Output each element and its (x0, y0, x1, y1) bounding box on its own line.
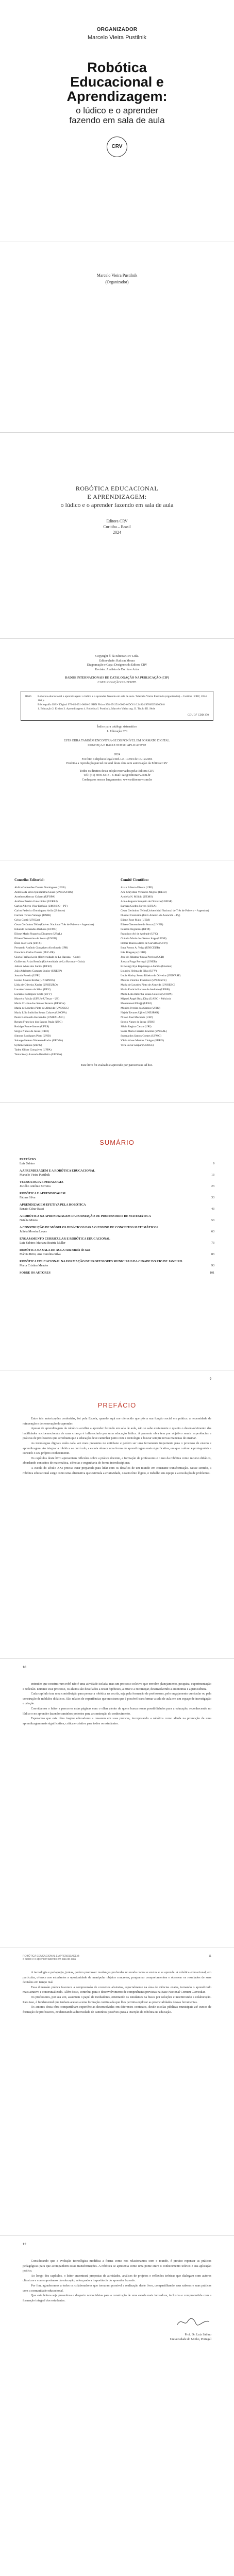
council-member: Rodrigo Pratte-Santos (UFES) (14, 1025, 49, 1028)
copyright-page (0, 639, 234, 860)
cip-row (25, 707, 209, 711)
running-title (23, 1955, 79, 1961)
toc-item[interactable] (20, 1260, 214, 1268)
running-header (23, 1955, 211, 1961)
paragraph: entender que construir um robô não é uma atividade isolada, mas um processo coletivo que envolve planejamento, pesquisa, experimentação e reflexão. Durante esse processo, os alunos são desafiados a testar hipóteses, a errar e a recomeçar, desenvolvendo a autonomia e a persistência. (23, 1682, 211, 1691)
toc-page-number: 43 (211, 1208, 214, 1211)
cip-code (25, 707, 38, 711)
council-member: Élsio José Corá (UFFS) (14, 942, 42, 945)
toc-page-number: 9 (213, 1162, 214, 1165)
notice-line: CONHEÇA E BAIXE NOSSO APLICATIVO! (88, 743, 146, 747)
signature-name: Prof. Dr. Luiz Sabino (185, 2333, 211, 2337)
copyright-line: Editor-chefe: Railson Moura (99, 659, 135, 663)
publisher-logo (107, 137, 127, 157)
titlepage-title-line: E APRENDIZAGEM: (87, 493, 147, 500)
toc-item[interactable] (20, 1248, 214, 1257)
council-member: Sérgio Nunes de Jesus (IFRO) (14, 1030, 49, 1033)
text-body (0, 1659, 234, 1726)
editorial-council-page (0, 860, 234, 1103)
toc-item[interactable] (20, 1169, 214, 1177)
council-member: Josania Portela (UFPI) (14, 974, 41, 977)
committee-member: Cesar Gerónimo Tello (Universidad Nacional de Três de Febrero – Argentina) (121, 909, 209, 912)
paragraph: Esperamos que esta obra inspire educadores a ousarem em suas práticas, incorporando a robótica como aliada na promoção de uma aprendizagem mais significativa, crítica e criativa para todos os estudantes. (23, 1717, 211, 1725)
toc-item[interactable] (20, 1271, 214, 1275)
toc-page-number: 93 (211, 1264, 214, 1267)
toc-page-number: 53 (211, 1219, 214, 1222)
committee-member: José de Ribamar Sousa Pereira (UCB) (121, 956, 164, 959)
council-member: Jailson Alves dos Santos (UFRJ) (14, 965, 52, 968)
toc-page-number: 13 (211, 1174, 214, 1177)
council-member: Celso Conti (UFSCar) (14, 919, 40, 922)
committee-member: Maria de Lourdes Pinto de Almeida (UNOESC) (121, 984, 175, 987)
council-member: Tania Suely Azevedo Brasileiro (UFOPA) (14, 1053, 62, 1056)
committee-list (121, 886, 220, 1048)
publisher-logo-text: CRV (111, 144, 123, 149)
toc-entry (20, 1226, 205, 1234)
paragraph: Os autores desta obra compartilham experiências desenvolvidas em diferentes contextos, desde escolas públicas municipais até cursos de formação de professores, evidenciando a diversidade de caminhos possíveis para a inserção da robótica na educação. (23, 2005, 211, 2014)
committee-member: Jussara Fraga Portugal (UNEB) (121, 960, 157, 963)
toc-title: ENGAJAMENTO CURRICULAR E ROBÓTICA EDUCACIONAL (20, 1238, 110, 1241)
book-title-line: Aprendizagem: (66, 89, 168, 104)
council-member: Anselmo Alencar Colares (UFOPA) (14, 895, 56, 899)
titlepage-title (0, 433, 234, 501)
committee-member: Vera Lucia Gaspar (UDESC) (121, 1044, 154, 1047)
publisher-line: Editora CRV (106, 519, 128, 523)
toc-entry (20, 1260, 205, 1268)
toc-author: Marcelo Vieira Pustilnik (20, 1174, 50, 1177)
toc-title: SOBRE OS AUTORES (20, 1272, 51, 1275)
council-member: João Adalberto Campato Junior (UNESP) (14, 970, 62, 973)
committee-member: Altair Alberto Fávero (UPF) (121, 886, 153, 889)
toc-title: ROBÓTICA EDUCACIONAL NA FORMAÇÃO DE PROFESSORES MUNICIPAIS DA CIDADE DO RIO DE JANEIRO (20, 1260, 182, 1263)
committee-member: Ana Chrystina Venancio Mignot (UERJ) (121, 891, 167, 894)
council-member: Luciano Rodrigues Costa (UFV) (14, 993, 52, 996)
toc-item[interactable] (20, 1226, 214, 1234)
council-member: Lourdes Helena da Silva (UFV) (14, 988, 51, 991)
rights-line: Foi feito o depósito legal conf. Lei 10.994 de 14/12/2004 (81, 757, 153, 761)
council-member: Marcelo Paixão (UFRJ e UTexas – US) (14, 997, 59, 1001)
cip-text: Robótica educacional e aprendizagem: o lúdico e o aprender fazendo em sala de aula / Marcelo Vieira Pustilnik (organizador) – Curitiba : CRV, 2024. 100 p. (38, 695, 208, 702)
council-member: Maria Cristina dos Santos Bezerra (UFSCar) (14, 1002, 65, 1005)
council-right-column (121, 878, 220, 1057)
toc-author: Luiz Sabino; Mariana Beatriz Muller (20, 1242, 65, 1245)
council-member: Lídia de Oliveira Xavier (UNIEURO) (14, 984, 58, 987)
toc-author: Luiz Sabino (20, 1162, 35, 1165)
toc-item[interactable] (20, 1180, 214, 1189)
signature-block (0, 2316, 234, 2342)
council-member: Sydione Santos (UEPG) (14, 1044, 42, 1047)
council-member: Maria Lília Imbiriba Sousa Colares (UNOPA) (14, 1011, 67, 1014)
toc-title: A ROBÓTICA NA APRENDIZAGEM DA FORMAÇÃO DE PROFESSORES DE MATEMÁTICA (20, 1215, 151, 1218)
council-member: Renato Francisco dos Santos Paula (UFG) (14, 1021, 63, 1024)
toc-title: TECNOLOGIA E PEDAGOGIA (20, 1181, 64, 1184)
book-subtitle-line: o lúdico e o aprender (76, 106, 158, 115)
council-member: Elione Maria Nogueira Diogenes (UFAL) (14, 933, 62, 936)
toc-author: Julieta Moreira Lopes (20, 1230, 47, 1233)
toc-entry (20, 1271, 205, 1275)
preface-body (0, 1416, 234, 1476)
cip-row (25, 703, 209, 707)
paragraph: Ao longo dos capítulos, o leitor encontrará propostas de atividades, análises de projetos e reflexões teóricas que dialogam com autores clássicos e contemporâneos da educação, reforçando a importância do aprender fazendo. (23, 2274, 211, 2283)
council-list (14, 886, 113, 1057)
toc-entry (20, 1158, 205, 1166)
copyright-line: Diagramação e Capa: Designers da Editora CRV (87, 664, 147, 667)
council-member: Leonel Severo Rocha (UNISINOS) (14, 979, 55, 982)
handwritten-signature (175, 2316, 211, 2328)
cover-page (0, 0, 234, 242)
committee-member: Vânia Alves Martins Chaigar (FURG) (121, 1039, 164, 1042)
rights-line: Proibida a reprodução parcial ou total desta obra sem autorização da Editora CRV (66, 762, 168, 765)
committee-member: Marcos Vinicius Francisco (UNOESTE) (121, 979, 166, 982)
page-number: 9 (209, 1378, 211, 1381)
committee-member: Mônica Pereira dos Santos (UFRJ) (121, 1007, 160, 1010)
page-number: 11 (208, 1955, 211, 1958)
council-footnote: Este livro foi avaliado e aprovado por pareceristas ad hoc. (81, 1064, 153, 1067)
address-line: Todos os direitos desta edição reservados pela: Editora CRV (79, 769, 155, 773)
cip-subtitle: CATALOGAÇÃO NA FONTE (97, 681, 137, 684)
text-page (0, 1947, 234, 2236)
committee-member: Elizeu Clementino de Souza (UNEB) (121, 923, 163, 926)
council-heading: Conselho Editorial: (14, 878, 45, 882)
toc-entry (20, 1214, 205, 1223)
running-title-line: o lúdico e o aprender fazendo em sala de aula (23, 1958, 76, 1961)
signature-affiliation: Universidade do Minho, Portugal (170, 2338, 211, 2342)
toc-page-number: 101 (210, 1272, 214, 1275)
running-title-line: ROBÓTICA EDUCACIONAL E APRENDIZAGEM: (23, 1955, 80, 1958)
toc-entry (20, 1192, 205, 1200)
title-page (0, 433, 234, 639)
council-member: Antônio Pereira Gaio Júnior (UFRRJ) (14, 900, 58, 903)
toc-page-number: 33 (211, 1196, 214, 1199)
toc-author: Márcia Brito; Ana Carolina Silva (20, 1253, 61, 1256)
paragraph: Por fim, agradecemos a todos os colaboradores que tornaram possível a realização deste livro, compartilhando seus saberes e suas práticas com a comunidade educacional. (23, 2283, 211, 2293)
committee-member: Nilson José Machado (USP) (121, 1016, 153, 1019)
page-number: 10 (23, 1666, 26, 1669)
toc-entry (20, 1237, 205, 1245)
page-number: 12 (23, 2243, 26, 2246)
cip-code: R666 (25, 695, 31, 698)
committee-member: Mohammed Elhajji (UFRJ) (121, 1002, 152, 1005)
toc-title: ROBÓTICA NA SALA DE AULA: um estudo de caso (20, 1249, 91, 1252)
book-subtitle-line: fazendo em sala de aula (69, 115, 165, 125)
council-member: Fernando Antônio Gonçalves Alcoforado (IPB) (14, 946, 69, 950)
cip-title: DADOS INTERNACIONAIS DE CATALOGAÇÃO NA PUBLICAÇÃO (CIP) (65, 676, 169, 680)
council-member: Cesar Gerónimo Tello (Univer. Nacional Três de Febrero – Argentina) (14, 923, 94, 926)
paragraph: Essa dimensão prática favorece a compreensão de conceitos abstratos, especialmente na área de ciências exatas, tornando o aprendizado mais atrativo e contextualizado. Além disso, contribui para o desenvolvimento de competências previstas na Base Nacional Comum Curricular. (23, 1985, 211, 1994)
toc-author: Fátima Silva (20, 1196, 36, 1199)
council-member: Aldira Guimarães Duarte Domínguez (UNB) (14, 886, 66, 889)
cip-text: Bibliografia ISBN Digital 978-65-251-0000-0 ISBN Físico 978-65-251-0000-0 DOI 10.24824/978652510000.0 (38, 703, 165, 706)
council-member: Francisco Carlos Duarte (PUC-PR) (14, 951, 55, 954)
toc-item[interactable] (20, 1192, 214, 1200)
committee-member: Diosnel Centurion (Univ Americ. de Asunción – Py) (121, 914, 180, 917)
copyright-line: Revisão: Analista de Escrita e Artes (95, 668, 139, 671)
copyright-line: Copyright © da Editora CRV Ltda. (95, 655, 139, 658)
council-member: Paulo Romualdo Hernandes (UNIFAL-MG) (14, 1016, 65, 1019)
committee-member: Helder Buenos Aires de Carvalho (UFPI) (121, 942, 168, 945)
council-left-column (14, 878, 113, 1057)
cdd-line: CDU 37 CDD 370 (187, 714, 209, 717)
committee-member: Fauston Negreiros (UFPI) (121, 928, 151, 931)
committee-member: Míguel Ángel Ruiz Díaz (UABC – México) (121, 997, 171, 1001)
summary-heading: SUMÁRIO (99, 1139, 135, 1146)
paragraph: Que esta leitura seja proveitosa e desperte novas ideias para a construção de uma escola mais inovadora, inclusiva e comprometida com a formação integral dos estudantes. (23, 2294, 211, 2302)
paragraph: A tecnologia e pedagogia, juntas, podem promover mudanças profundas no modo como se ensina e se aprende. A robótica educacional, em particular, oferece aos estudantes a oportunidade de manipular objetos concretos, programar comportamentos e observar os resultados de suas decisões em tempo real. (23, 1971, 211, 1985)
toc-author: Natália Moura (20, 1219, 38, 1222)
toc-item[interactable] (20, 1237, 214, 1245)
council-member: Carlos Federico Dominguez Avila (Unieuro) (14, 909, 65, 912)
committee-member: Francisco Ari de Andrade (UFC) (121, 933, 158, 936)
half-title-page (0, 242, 234, 433)
titlepage-subtitle: o lúdico e o aprender fazendo em sala de aula (60, 501, 174, 509)
committee-member: Anna Augusta Sampaio de Oliveira (UNESP) (121, 900, 173, 903)
toc-item[interactable] (20, 1214, 214, 1223)
paragraph: Considerando que a evolução tecnológica modifica a forma como nos relacionamos com o mundo, é preciso repensar as práticas pedagógicas para que acompanhem essas transformações. A robótica se apresenta como uma ponte entre o conhecimento teórico e sua aplicação prática. (23, 2259, 211, 2273)
notice-line: ESTA OBRA TAMBÉM ENCONTRA-SE DISPONÍVEL EM FORMATO DIGITAL. (63, 739, 171, 742)
committee-member: Gláucia Maria dos Santos Jorge (UFOP) (121, 937, 166, 940)
committee-member: Inês Bragança (UERJ) (121, 951, 146, 954)
committee-member: Maria Eurácia Barreto de Andrade (UFRB) (121, 988, 170, 991)
toc-page-number: 23 (211, 1185, 214, 1188)
council-member: Elizeu Clementino de Souza (UNEB) (14, 937, 57, 940)
toc-entry (20, 1203, 205, 1211)
toc-item[interactable] (20, 1158, 214, 1166)
book-title (0, 60, 234, 104)
summary-page (0, 1103, 234, 1370)
publisher-line: 2024 (113, 530, 121, 535)
toc-title: APRENDIZAGEM EFETIVA PELA ROBÓTICA (20, 1204, 86, 1207)
council-member: Maria de Lourdes Pinto de Almeida (UNOESC) (14, 1007, 69, 1010)
committee-member: Ilma Passos A. Veiga (UNICEUB) (121, 946, 160, 950)
committee-member: Silvia Regina Canan (URI) (121, 1025, 152, 1028)
toc-title: ROBÓTICA E APRENDIZAGEM (20, 1192, 66, 1195)
paragraph: Os capítulos deste livro apresentam reflexões sobre a prática docente, a formação de professores e o uso da robótica como recurso didático, abordando conceitos de matemática, ciências e engenharia de forma interdisciplinar. (23, 1456, 211, 1465)
paragraph: Entre tais autorizações conferidas, foi pela Escola, quando aqui me oferecido que pôs a sua função social em prática: a necessidade de reinvenção e de renovação do aprender. (23, 1417, 211, 1426)
titlepage-title-line: ROBÓTICA EDUCACIONAL (75, 485, 159, 492)
publisher-address (21, 769, 213, 783)
council-member: Gloria Fariñas León (Universidade de La Havana – Cuba) (14, 956, 80, 959)
council-columns (14, 878, 220, 1057)
committee-member: Barbara Coelho Neves (UFBA) (121, 905, 157, 908)
council-member: Tadeu Oliver Gonçalves (UFPA) (14, 1048, 52, 1052)
preface-heading: PREFÁCIO (97, 1401, 137, 1409)
preface-page (0, 1370, 234, 1659)
council-member: Simone Rodrigues Pinto (UNB) (14, 1035, 51, 1038)
committee-member: Lourdes Helena da Silva (UFV) (121, 970, 157, 973)
committee-member: Najela Tavares Ujiie (UNESPAR) (121, 1011, 159, 1014)
cip-code (25, 703, 38, 707)
toc-title: PREFÁCIO (20, 1158, 36, 1161)
council-member: Guillermo Arias Beatón (Universidade de La Havana – Cuba) (14, 960, 85, 963)
toc-entry (20, 1169, 205, 1177)
council-member: Carlos Alberto Vilar Estêvão (UMINHO – PT) (14, 905, 68, 908)
committee-member: Sérgio Nunes de Jesus (IFRO) (121, 1021, 155, 1024)
address-line: Conheça os nossos lançamentos: www.editoracrv.com.br (81, 778, 153, 782)
toc-list (20, 1158, 214, 1275)
committee-member: Maria Lília Imbiriba Sousa Colares (UFOPA) (121, 993, 173, 996)
toc-entry (20, 1180, 205, 1189)
address-line: Tel.: (41) 3039-6418 - E-mail: sac@editoracrv.com.br (83, 774, 151, 777)
toc-author: Jociélio Antônio Ferreira (20, 1185, 51, 1188)
committee-heading: Comitê Científico: (121, 878, 149, 882)
copyright-block (21, 654, 213, 672)
toc-author: Renato Cézar Bassi (20, 1208, 44, 1211)
text-body (0, 2236, 234, 2303)
committee-member: Sonia Maria Ferreira Koehler (UNISAL) (121, 1030, 168, 1033)
council-member: Carmen Tereza Velanga (UNIR) (14, 914, 51, 917)
paragraph: Os professores, por sua vez, assumem o papel de mediadores, orientando os estudantes na busca por soluções e incentivando a colaboração. Para isso, é fundamental que tenham acesso a uma formação continuada que lhes permita explorar as potencialidades dessas ferramentas. (23, 1995, 211, 2004)
index-line: Índice para catálogo sistemático (97, 725, 137, 728)
toc-title: A CONSTRUÇÃO DE MÓDULOS DIDÁTICOS PARA O ENSINO DE CONCEITOS MATEMÁTICOS (20, 1226, 159, 1229)
book-title-line: Robótica (87, 60, 147, 75)
titlepage-publisher (0, 518, 234, 535)
council-member: Solange Helena Ximenes-Rocha (UFOPA) (14, 1039, 63, 1042)
toc-item[interactable] (20, 1203, 214, 1211)
committee-member: Eliane Rose Maio (UEM) (121, 919, 150, 922)
digital-notice (21, 739, 213, 748)
paragraph: Apesar de aprendizagem da robótica auxiliar a aprender fazendo em sala de aula, não se sabe exatamente o quanto o desenvolvimento das habilidades socioemocionais de uma criança é influenciado por uma educação lúdica. A presente obra tem por objetivo reunir experiências e práticas de professores que acreditam que a educação deve caminhar junto com a tecnologia e buscar sempre novas maneiras de ensinar. (23, 1427, 211, 1440)
paragraph: Cada capítulo traz uma contribuição para pensar a robótica na escola, seja pela formação de professores, pelo engajamento curricular ou pela construção de módulos didáticos. São relatos de experiências que mostram que é possível transformar a sala de aula em um espaço de investigação e criação. (23, 1692, 211, 1706)
council-member: Andréia da Silva Quintanilha Sousa (UNIR/UFRN) (14, 891, 73, 894)
paragraph: Convidamos o leitor a percorrer estas páginas com o olhar atento de quem busca novas possibilidades para a educação, reconhecendo no lúdico e no aprender fazendo caminhos potentes para a construção do conhecimento. (23, 1706, 211, 1716)
cip-row (25, 694, 209, 703)
organizer-name: Marcelo Vieira Pustilnik (87, 35, 147, 41)
toc-page-number: 83 (211, 1253, 214, 1256)
committee-member: Suzana dos Santos Gomes (UFMG) (121, 1035, 161, 1038)
cip-box (21, 691, 213, 721)
year-line: 2024 (114, 753, 120, 756)
paragraph: A escola do século XXI precisa estar preparada para lidar com os desafios de um mundo em constante transformação. Nesse sentido, a robótica educacional surge como uma alternativa que estimula a criatividade, o raciocínio lógico, o trabalho em equipe e a resolução de problemas. (23, 1466, 211, 1475)
toc-page-number: 63 (211, 1230, 214, 1233)
toc-entry (20, 1248, 205, 1257)
committee-member: Andréia N. Militão (UEMS) (121, 895, 153, 899)
text-page (0, 1659, 234, 1947)
organizer-label: ORGANIZADOR (96, 27, 138, 32)
committee-member: Kilwangy Kya Kapitango-a-Samba (Unemat) (121, 965, 173, 968)
text-page (0, 2236, 234, 2529)
cip-text: 1. Educação 2. Ensino 3. Aprendizagem 4. Robótica I. Pustilnik, Marcelo Vieira org. II. Título III. Série (38, 707, 156, 710)
committee-member: Lucia Marisy Souza Ribeiro de Oliveira (UNIVASF) (121, 974, 181, 977)
book-title-line: Educacional e (70, 74, 164, 90)
halftitle-role: (Organizador) (105, 280, 129, 284)
council-member: Eduardo Fernandes Barbosa (UFMG) (14, 928, 57, 931)
toc-title: A APRENDIZAGEM E A ROBÓTICA EDUCACIONAL (20, 1170, 95, 1173)
index-item: 1. Educação 370 (107, 730, 127, 733)
toc-author: Marta Cristina Mendes (20, 1264, 48, 1267)
halftitle-author: Marcelo Vieira Pustilnik (96, 273, 138, 278)
paragraph: As tecnologias digitais estão cada vez mais presentes no cotidiano e podem ser uma ferramenta importante para o processo de ensino e aprendizagem. Ao integrar a robótica ao currículo, a escola oferece uma forma de aprendizagem mais significativa, em que o aluno é protagonista e constrói o seu próprio conhecimento. (23, 1441, 211, 1455)
publisher-line: Curitiba – Brasil (103, 524, 131, 529)
book-subtitle (0, 106, 234, 125)
toc-page-number: 73 (211, 1242, 214, 1245)
